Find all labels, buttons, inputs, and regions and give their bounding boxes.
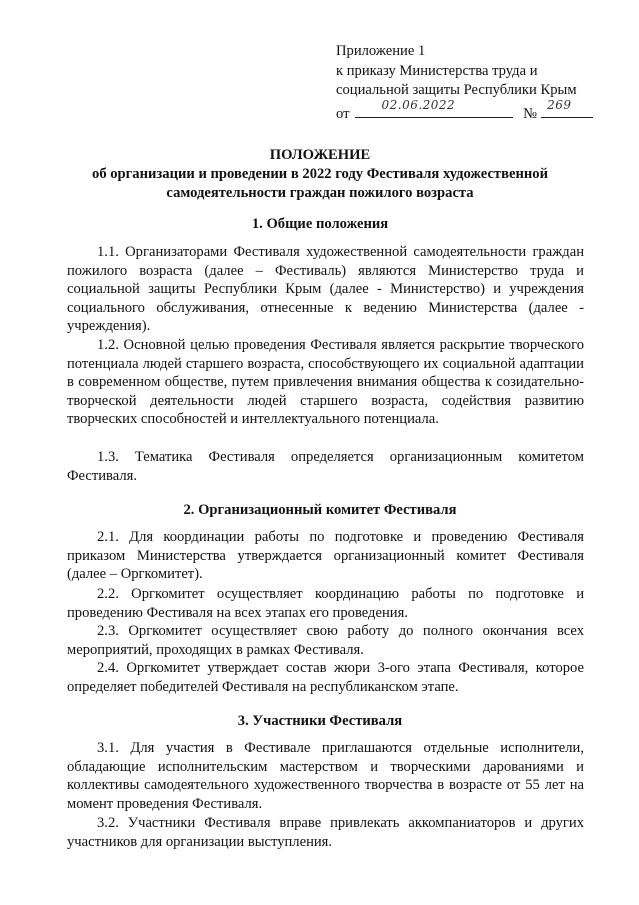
paragraph-1-1: 1.1. Организаторами Фестиваля художественной самодеятельности граждан пожилого возраста (далее – Фестиваль) являются Министерство труда и социальной защиты Республики Крым (далее - Министерство) и учреждения социального обслуживания, отнесенные к ведению Министерства (далее - учреждения). [67,244,584,335]
date-field [355,98,513,118]
number-field [541,98,593,118]
paragraph-2-1: 2.1. Для координации работы по подготовке и проведению Фестиваля приказом Министерства утверждается организационный комитет Фестиваля (далее – Оргкомитет). [67,529,584,583]
section-heading-org-committee: 2. Организационный комитет Фестиваля [183,502,457,518]
paragraph-3-1: 3.1. Для участия в Фестивале приглашаются отдельные исполнители, обладающие исполнительским мастерством и творческими дарованиями и коллективы самодеятельного художественного творчества в возрасте от 55 лет на момент проведения Фестиваля. [67,740,584,812]
document-title [50,146,590,203]
paragraph-3-2: 3.2. Участники Фестиваля вправе привлекать аккомпаниаторов и других участников для организации выступления. [67,815,584,850]
appendix-ministry: социальной защиты Республики Крым [336,82,577,99]
paragraph-2-2: 2.2. Оргкомитет осуществляет координацию работы по подготовке и проведению Фестиваля на всех этапах его проведения. [67,586,584,621]
title-subtitle-line1: об организации и проведении в 2022 году Фестиваля художественной [92,166,548,182]
number-prefix: № [523,105,538,122]
date-prefix: от [336,105,350,122]
handwritten-number: 269 [547,98,572,113]
appendix-order-reference: к приказу Министерства труда и [336,62,538,79]
appendix-header [336,42,606,124]
paragraph-1-2: 1.2. Основной целью проведения Фестиваля является раскрытие творческого потенциала людей старшего возраста, способствующего их социальной адаптации в современном обществе, путем привлечения внимания общества к созидательно-творческой деятельности людей старшего возраста, содействия развитию творческих способностей и интеллектуального потенциала. [67,337,584,428]
paragraph-2-4: 2.4. Оргкомитет утверждает состав жюри 3-ого этапа Фестиваля, которое определяет победителей Фестиваля на республиканском этапе. [67,660,584,695]
title-heading: ПОЛОЖЕНИЕ [269,147,371,163]
section-heading-general: 1. Общие положения [251,216,389,232]
paragraph-2-3: 2.3. Оргкомитет осуществляет свою работу до полного окончания всех мероприятий, проходящих в рамках Фестиваля. [67,623,584,658]
handwritten-date: 02.06.2022 [381,98,456,113]
appendix-date-number-row [336,98,606,125]
title-subtitle-line2: самодеятельности граждан пожилого возраста [166,185,474,201]
paragraph-1-3: 1.3. Тематика Фестиваля определяется организационным комитетом Фестиваля. [67,449,584,484]
section-heading-participants: 3. Участники Фестиваля [237,713,403,729]
appendix-label: Приложение 1 [336,43,426,59]
